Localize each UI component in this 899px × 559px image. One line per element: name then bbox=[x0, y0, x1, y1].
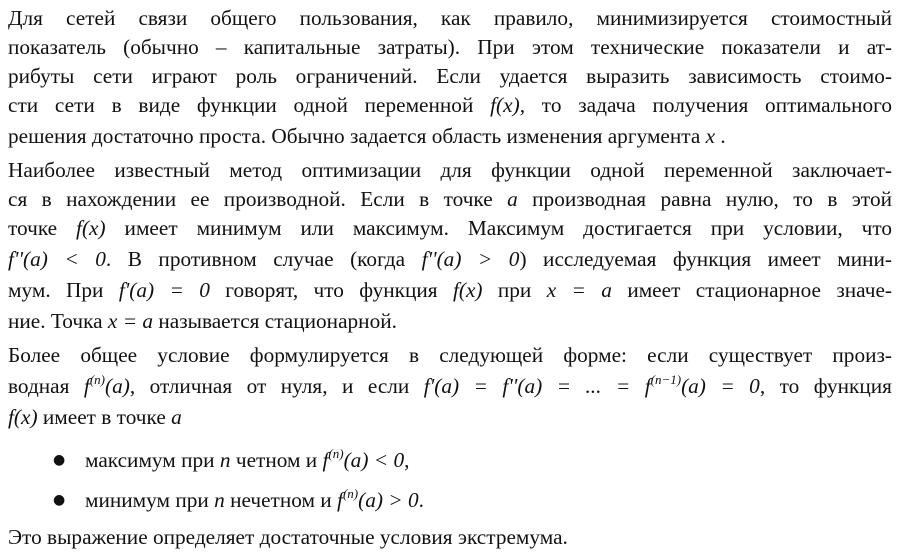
text-line: Наиболее известный метод оптимизации для функции одной переменной заключает- bbox=[8, 158, 892, 182]
bullet-icon: ● bbox=[53, 492, 66, 508]
text-line: Для сетей связи общего пользования, как правило, минимизируется стоимостный bbox=[8, 6, 892, 30]
formula: f(x) bbox=[452, 278, 483, 302]
text-run: , то функция bbox=[759, 374, 892, 398]
text-line bbox=[8, 185, 892, 213]
text-line bbox=[8, 307, 397, 335]
text-run: говорят, что функция bbox=[225, 278, 438, 302]
text-run: точке bbox=[8, 216, 58, 240]
text-run: . bbox=[720, 124, 726, 148]
formula: a bbox=[171, 405, 182, 429]
formula: a bbox=[507, 187, 518, 211]
text-run: имеет стационарное значе- bbox=[627, 278, 892, 302]
text-line bbox=[8, 276, 892, 304]
text-run: при bbox=[497, 278, 532, 302]
text-line bbox=[8, 122, 726, 150]
formula: f'(a) = f''(a) = ... = $f^{(n-1)}(a) = 0$ bbox=[423, 372, 760, 398]
text-run: называется стационарной. bbox=[158, 309, 397, 333]
formula: f(x) bbox=[490, 93, 520, 117]
text-line bbox=[8, 245, 892, 273]
bullet-icon: ● bbox=[53, 452, 66, 468]
text-run: . В противном случае (когда bbox=[105, 247, 406, 271]
formula: $f^{(n)}(a)$ bbox=[83, 372, 130, 398]
formula: f''(a) > 0 bbox=[421, 247, 520, 271]
text-line bbox=[8, 214, 892, 242]
text-run: ) исследуемая функция имеет мини- bbox=[519, 247, 892, 271]
text-line: рибуты сети играют роль ограничений. Если удается выразить зависимость стоимо- bbox=[8, 64, 892, 88]
text-run: , отличная от нуля, и если bbox=[129, 374, 410, 398]
formula: f''(a) < 0 bbox=[8, 247, 106, 271]
text-run: ние. Точка bbox=[8, 309, 103, 333]
list-item-text: минимум при n нечетном и $f^{(n)}(a) > 0$. bbox=[85, 486, 424, 512]
text-run: ся в нахождении ее производной. Если в точке bbox=[8, 187, 493, 211]
text-run: мум. При bbox=[8, 278, 104, 302]
text-line bbox=[8, 91, 892, 119]
formula: x bbox=[705, 124, 716, 148]
formula: x = a bbox=[546, 278, 612, 302]
text-run: производная равна нулю, то в этой bbox=[532, 187, 892, 211]
text-run: имеет минимум или максимум. Максимум достигается при условии, что bbox=[124, 216, 892, 240]
formula: x = a bbox=[107, 309, 154, 333]
text-run: , то задача получения оптимального bbox=[519, 93, 893, 117]
list-item-text: максимум при n четном и $f^{(n)}(a) < 0$, bbox=[85, 446, 410, 472]
text-line bbox=[8, 372, 892, 400]
list-item bbox=[8, 446, 892, 474]
formula: f(x) bbox=[76, 216, 106, 240]
text-run: сти сети в виде функции одной переменной bbox=[8, 93, 474, 117]
formula: f(x) bbox=[8, 405, 38, 429]
text-line: показатель (обычно – капитальные затраты). При этом технические показатели и ат- bbox=[8, 35, 892, 59]
text-run: водная bbox=[8, 374, 70, 398]
text-run: решения достаточно проста. Обычно задается область изменения аргумента bbox=[8, 124, 701, 148]
text-run: имеет в точке bbox=[42, 405, 166, 429]
formula: f'(a) = 0 bbox=[118, 278, 210, 302]
text-line: Более общее условие формулируется в следующей форме: если существует произ- bbox=[8, 343, 892, 367]
closing-paragraph: Это выражение определяет достаточные условия экстремума. bbox=[8, 525, 568, 549]
text-line bbox=[8, 403, 182, 431]
list-item bbox=[8, 486, 892, 514]
